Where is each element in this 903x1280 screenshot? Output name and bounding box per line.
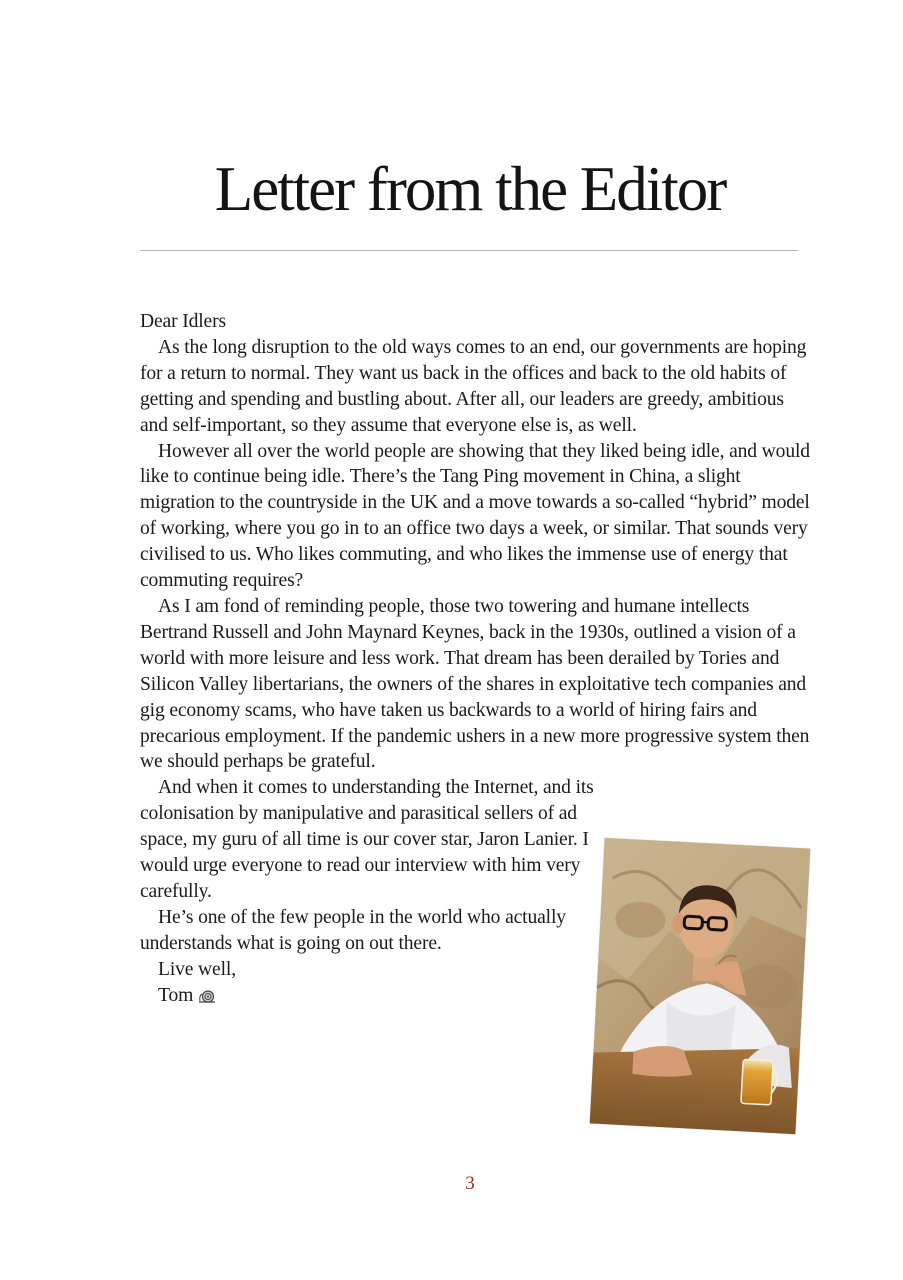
paragraph-5: He’s one of the few people in the world who actually understands what is going on out there.	[140, 906, 566, 954]
page-title: Letter from the Editor	[214, 154, 726, 224]
salutation: Dear Idlers	[140, 311, 226, 332]
title-divider	[140, 250, 798, 251]
paragraph-4: And when it comes to understanding the Internet, and its colonisation by manipulative and parasitical sellers of ad space, my guru of all time is our cover star, Jaron Lanier. I would urge everyone to read our interview with him very carefully.	[140, 777, 594, 902]
editor-portrait-photo	[590, 838, 811, 1134]
snail-icon	[197, 988, 217, 1004]
signature: Tom	[158, 984, 194, 1006]
paragraph-1: As the long disruption to the old ways comes to an end, our governments are hoping for a return to normal. They want us back in the offices and back to the old habits of getting and spending and bustling about. After all, our leaders are greedy, ambitious and self-important, so they assume that everyone else is, as well.	[140, 336, 807, 436]
paragraph-3: As I am fond of reminding people, those two towering and humane intellects Bertrand Russell and John Maynard Keynes, back in the 1930s, outlined a vision of a world with more leisure and less work. That dream has been derailed by Tories and Silicon Valley libertarians, the owners of the shares in exploitative tech companies and gig economy scams, who have taken us backwards to a world of hiring fairs and precarious employment. If the pandemic ushers in a new more progressive system then we should perhaps be grateful.	[140, 595, 810, 773]
paragraph-2: However all over the world people are showing that they liked being idle, and would like to continue being idle. There’s the Tang Ping movement in China, a slight migration to the countryside in the UK and a move towards a so-called “hybrid” model of working, where you go in to an office two days a week, or similar. That sounds very civilised to us. Who likes commuting, and who likes the immense use of energy that commuting requires?	[140, 440, 810, 592]
page-number: 3	[465, 1173, 475, 1194]
closing: Live well,	[158, 958, 236, 980]
